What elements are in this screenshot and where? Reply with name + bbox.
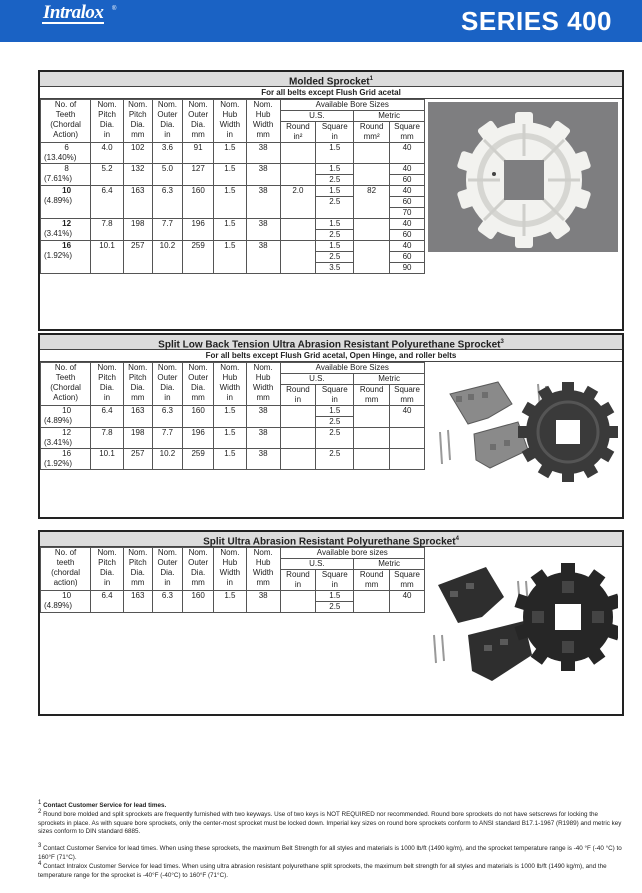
hub-mm-cell: 38 bbox=[246, 591, 280, 613]
round-mm-cell bbox=[354, 406, 390, 428]
outer-in-cell: 6.3 bbox=[152, 406, 183, 428]
square-in-cell: 1.5 bbox=[316, 143, 354, 164]
square-in-cell: 2.5 bbox=[316, 428, 354, 449]
col-header-teeth: No. of teeth (chordal action) bbox=[41, 548, 91, 591]
round-in-cell bbox=[280, 449, 316, 470]
intralox-logo: Intralox bbox=[43, 2, 104, 23]
outer-in-cell: 7.7 bbox=[152, 428, 183, 449]
col-header-round-in: Round in bbox=[280, 385, 316, 406]
outer-mm-cell: 196 bbox=[183, 428, 214, 449]
col-header-teeth: No. of Teeth (Chordal Action) bbox=[41, 100, 91, 143]
table-row bbox=[41, 406, 425, 428]
pitch-in-cell: 10.1 bbox=[91, 241, 124, 274]
hub-in-cell: 1.5 bbox=[213, 186, 246, 219]
round-in-cell bbox=[280, 164, 316, 186]
hub-mm-cell: 38 bbox=[246, 241, 280, 274]
split-ultra-abrasion-section bbox=[38, 530, 624, 716]
round-mm-cell bbox=[354, 241, 390, 274]
pitch-in-cell: 5.2 bbox=[91, 164, 124, 186]
outer-mm-cell: 160 bbox=[183, 406, 214, 428]
col-header-pitch-mm: Nom. Pitch Dia. mm bbox=[123, 363, 152, 406]
table-row bbox=[41, 143, 425, 164]
teeth-cell: 16 (1.92%) bbox=[41, 449, 91, 470]
us-header: U.S. bbox=[280, 559, 354, 570]
pitch-in-cell: 6.4 bbox=[91, 186, 124, 219]
square-in-cell: 1.5 2.5 bbox=[316, 591, 354, 613]
split-ultra-sprocket-photo bbox=[428, 551, 618, 701]
col-header-pitch-in: Nom. Pitch Dia. in bbox=[91, 100, 124, 143]
bore-sizes-header: Available Bore Sizes bbox=[280, 363, 425, 374]
hub-in-cell: 1.5 bbox=[213, 449, 246, 470]
table-row bbox=[41, 241, 425, 274]
col-header-outer-mm: Nom. Outer Dia. mm bbox=[183, 548, 214, 591]
table-row bbox=[41, 186, 425, 219]
spec-table bbox=[40, 547, 425, 613]
pitch-mm-cell: 132 bbox=[123, 164, 152, 186]
teeth-cell: 10 (4.89%) bbox=[41, 591, 91, 613]
teeth-cell: 10 (4.89%) bbox=[41, 186, 91, 219]
outer-mm-cell: 160 bbox=[183, 186, 214, 219]
outer-mm-cell: 196 bbox=[183, 219, 214, 241]
hub-mm-cell: 38 bbox=[246, 449, 280, 470]
col-header-outer-in: Nom. Outer Dia. in bbox=[152, 363, 183, 406]
pitch-in-cell: 7.8 bbox=[91, 428, 124, 449]
hub-mm-cell: 38 bbox=[246, 164, 280, 186]
teeth-cell: 12 (3.41%) bbox=[41, 428, 91, 449]
hub-in-cell: 1.5 bbox=[213, 143, 246, 164]
square-in-cell: 1.5 2.5 3.5 bbox=[316, 241, 354, 274]
logo-registered-mark: ® bbox=[112, 6, 117, 12]
hub-mm-cell: 38 bbox=[246, 143, 280, 164]
outer-in-cell: 3.6 bbox=[152, 143, 183, 164]
col-header-square-mm: Square mm bbox=[390, 122, 425, 143]
bore-sizes-header: Available bore sizes bbox=[280, 548, 424, 559]
pitch-mm-cell: 198 bbox=[123, 428, 152, 449]
hub-in-cell: 1.5 bbox=[214, 591, 247, 613]
outer-mm-cell: 259 bbox=[183, 241, 214, 274]
round-in-cell bbox=[280, 143, 316, 164]
footnote-1: $^1$ Contact Customer Service for lead times. bbox=[38, 800, 167, 810]
metric-header: Metric bbox=[354, 111, 425, 122]
col-header-round-mm: Round mm² bbox=[354, 122, 390, 143]
square-mm-cell: 40 60 90 bbox=[390, 241, 425, 274]
round-in-cell bbox=[280, 219, 316, 241]
col-header-square-mm: Square mm bbox=[390, 570, 425, 591]
square-in-cell: 1.5 2.5 bbox=[316, 219, 354, 241]
outer-mm-cell: 160 bbox=[183, 591, 214, 613]
split-low-back-tension-section bbox=[38, 333, 624, 519]
spec-table bbox=[40, 362, 425, 470]
round-mm-cell bbox=[354, 219, 390, 241]
square-mm-cell: 40 60 70 bbox=[390, 186, 425, 219]
square-in-cell: 1.5 2.5 bbox=[316, 164, 354, 186]
square-in-cell: 1.5 2.5 bbox=[316, 186, 354, 219]
square-in-cell: 2.5 bbox=[316, 449, 354, 470]
col-header-outer-mm: Nom. Outer Dia. mm bbox=[183, 363, 214, 406]
col-header-round-mm: Round mm bbox=[354, 570, 390, 591]
split-sprocket-photo bbox=[428, 364, 618, 504]
pitch-mm-cell: 102 bbox=[123, 143, 152, 164]
us-header: U.S. bbox=[280, 374, 354, 385]
pitch-in-cell: 7.8 bbox=[91, 219, 124, 241]
hub-in-cell: 1.5 bbox=[213, 219, 246, 241]
header-row bbox=[41, 100, 425, 111]
outer-mm-cell: 127 bbox=[183, 164, 214, 186]
round-in-cell bbox=[280, 241, 316, 274]
col-header-square-in: Square in bbox=[316, 122, 354, 143]
table-row bbox=[41, 591, 425, 613]
hub-in-cell: 1.5 bbox=[213, 428, 246, 449]
hub-mm-cell: 38 bbox=[246, 428, 280, 449]
outer-in-cell: 6.3 bbox=[152, 591, 183, 613]
footnote-3: $^3$ Contact Customer Service for lead times. When using these sprockets, the maximum Belt Strength for all styles and materials is 1000 lb/ft (1490 kg/m), and the sprocket temperature range is -40 °F (-40 °C) to 160°F (71°C). bbox=[38, 843, 622, 861]
outer-in-cell: 7.7 bbox=[152, 219, 183, 241]
col-header-outer-in: Nom. Outer Dia. in bbox=[152, 548, 183, 591]
col-header-square-in: Square in bbox=[316, 570, 354, 591]
square-mm-cell: 40 bbox=[390, 406, 425, 428]
square-mm-cell bbox=[390, 449, 425, 470]
outer-mm-cell: 91 bbox=[183, 143, 214, 164]
col-header-pitch-in: Nom. Pitch Dia. in bbox=[91, 548, 124, 591]
round-in-cell bbox=[280, 591, 316, 613]
pitch-mm-cell: 163 bbox=[123, 406, 152, 428]
pitch-in-cell: 4.0 bbox=[91, 143, 124, 164]
col-header-round-in: Round in² bbox=[280, 122, 316, 143]
section-title: Split Low Back Tension Ultra Abrasion Resistant Polyurethane Sprocket$^3$ bbox=[40, 335, 622, 350]
col-header-hub-in: Nom. Hub Width in bbox=[214, 548, 247, 591]
outer-in-cell: 10.2 bbox=[152, 449, 183, 470]
pitch-in-cell: 10.1 bbox=[91, 449, 124, 470]
square-mm-cell: 40 60 bbox=[390, 219, 425, 241]
col-header-round-in: Round in bbox=[280, 570, 316, 591]
page-header bbox=[0, 0, 642, 42]
outer-mm-cell: 259 bbox=[183, 449, 214, 470]
round-mm-cell bbox=[354, 143, 390, 164]
pitch-mm-cell: 163 bbox=[123, 186, 152, 219]
outer-in-cell: 6.3 bbox=[152, 186, 183, 219]
bore-sizes-header: Available Bore Sizes bbox=[280, 100, 425, 111]
pitch-in-cell: 6.4 bbox=[91, 406, 124, 428]
hub-in-cell: 1.5 bbox=[213, 241, 246, 274]
spec-table bbox=[40, 99, 425, 274]
footnote-2: $^2$ Round bore molded and split sprockets are frequently furnished with two keyways. Use of two keys is NOT REQUIRED nor recommended. Round bore sprockets do not have setscrews for locking the sprockets in place. As with square bore sprockets, only the center-most sprocket must be locked down. Imperial key sizes on round bore sprockets conform to ANSI standard B17.1-1967 (R1989) and metric key sizes conform to DIN standard 6885. bbox=[38, 809, 622, 836]
teeth-cell: 16 (1.92%) bbox=[41, 241, 91, 274]
col-header-pitch-mm: Nom. Pitch Dia. mm bbox=[123, 100, 152, 143]
col-header-square-mm: Square mm bbox=[390, 385, 425, 406]
header-row bbox=[41, 548, 425, 559]
teeth-cell: 10 (4.89%) bbox=[41, 406, 91, 428]
table-row bbox=[41, 219, 425, 241]
col-header-hub-mm: Nom. Hub Width mm bbox=[246, 363, 280, 406]
col-header-outer-in: Nom. Outer Dia. in bbox=[152, 100, 183, 143]
molded-sprocket-photo bbox=[428, 102, 618, 252]
col-header-hub-in: Nom. Hub Width in bbox=[213, 363, 246, 406]
square-mm-cell: 40 60 bbox=[390, 164, 425, 186]
round-mm-cell bbox=[354, 164, 390, 186]
teeth-cell: 8 (7.61%) bbox=[41, 164, 91, 186]
square-mm-cell: 40 bbox=[390, 143, 425, 164]
round-mm-cell bbox=[354, 591, 390, 613]
col-header-outer-mm: Nom. Outer Dia. mm bbox=[183, 100, 214, 143]
section-title: Split Ultra Abrasion Resistant Polyurethane Sprocket$^4$ bbox=[40, 532, 622, 547]
round-mm-cell: 82 bbox=[354, 186, 390, 219]
teeth-cell: 6 (13.40%) bbox=[41, 143, 91, 164]
col-header-round-mm: Round mm bbox=[354, 385, 390, 406]
section-subtitle: For all belts except Flush Grid acetal, Open Hinge, and roller belts bbox=[40, 350, 622, 362]
series-title: SERIES 400 bbox=[461, 6, 612, 36]
round-in-cell: 2.0 bbox=[280, 186, 316, 219]
section-subtitle: For all belts except Flush Grid acetal bbox=[40, 87, 622, 99]
col-header-square-in: Square in bbox=[316, 385, 354, 406]
square-mm-cell: 40 bbox=[390, 591, 425, 613]
table-row bbox=[41, 164, 425, 186]
teeth-cell: 12 (3.41%) bbox=[41, 219, 91, 241]
hub-mm-cell: 38 bbox=[246, 186, 280, 219]
col-header-hub-mm: Nom. Hub Width mm bbox=[246, 548, 280, 591]
pitch-mm-cell: 257 bbox=[123, 449, 152, 470]
col-header-pitch-mm: Nom. Pitch Dia. mm bbox=[123, 548, 152, 591]
table-row bbox=[41, 449, 425, 470]
hub-mm-cell: 38 bbox=[246, 219, 280, 241]
col-header-hub-mm: Nom. Hub Width mm bbox=[246, 100, 280, 143]
table-row bbox=[41, 428, 425, 449]
molded-sprocket-section bbox=[38, 70, 624, 331]
metric-header: Metric bbox=[354, 374, 425, 385]
pitch-mm-cell: 257 bbox=[123, 241, 152, 274]
outer-in-cell: 10.2 bbox=[152, 241, 183, 274]
pitch-mm-cell: 198 bbox=[123, 219, 152, 241]
pitch-mm-cell: 163 bbox=[123, 591, 152, 613]
metric-header: Metric bbox=[354, 559, 425, 570]
footnote-4: $^4$ Contact Intralox Customer Service for lead times. When using ultra abrasion resistant polyurethane split sprockets, the maximum belt strength for all styles and materials is 1000 lb/ft (1490 kg/m), and the temperature range for the sprocket is -40°F (-40°C) to 160°F (71°C). bbox=[38, 861, 607, 879]
square-mm-cell bbox=[390, 428, 425, 449]
header-row bbox=[41, 363, 425, 374]
col-header-teeth: No. of Teeth (Chordal Action) bbox=[41, 363, 91, 406]
outer-in-cell: 5.0 bbox=[152, 164, 183, 186]
round-mm-cell bbox=[354, 428, 390, 449]
square-in-cell: 1.5 2.5 bbox=[316, 406, 354, 428]
round-in-cell bbox=[280, 428, 316, 449]
section-title: Molded Sprocket$^1$ bbox=[40, 72, 622, 87]
hub-in-cell: 1.5 bbox=[213, 164, 246, 186]
pitch-in-cell: 6.4 bbox=[91, 591, 124, 613]
round-in-cell bbox=[280, 406, 316, 428]
col-header-pitch-in: Nom. Pitch Dia. in bbox=[91, 363, 124, 406]
us-header: U.S. bbox=[280, 111, 354, 122]
hub-mm-cell: 38 bbox=[246, 406, 280, 428]
hub-in-cell: 1.5 bbox=[213, 406, 246, 428]
round-mm-cell bbox=[354, 449, 390, 470]
col-header-hub-in: Nom. Hub Width in bbox=[213, 100, 246, 143]
